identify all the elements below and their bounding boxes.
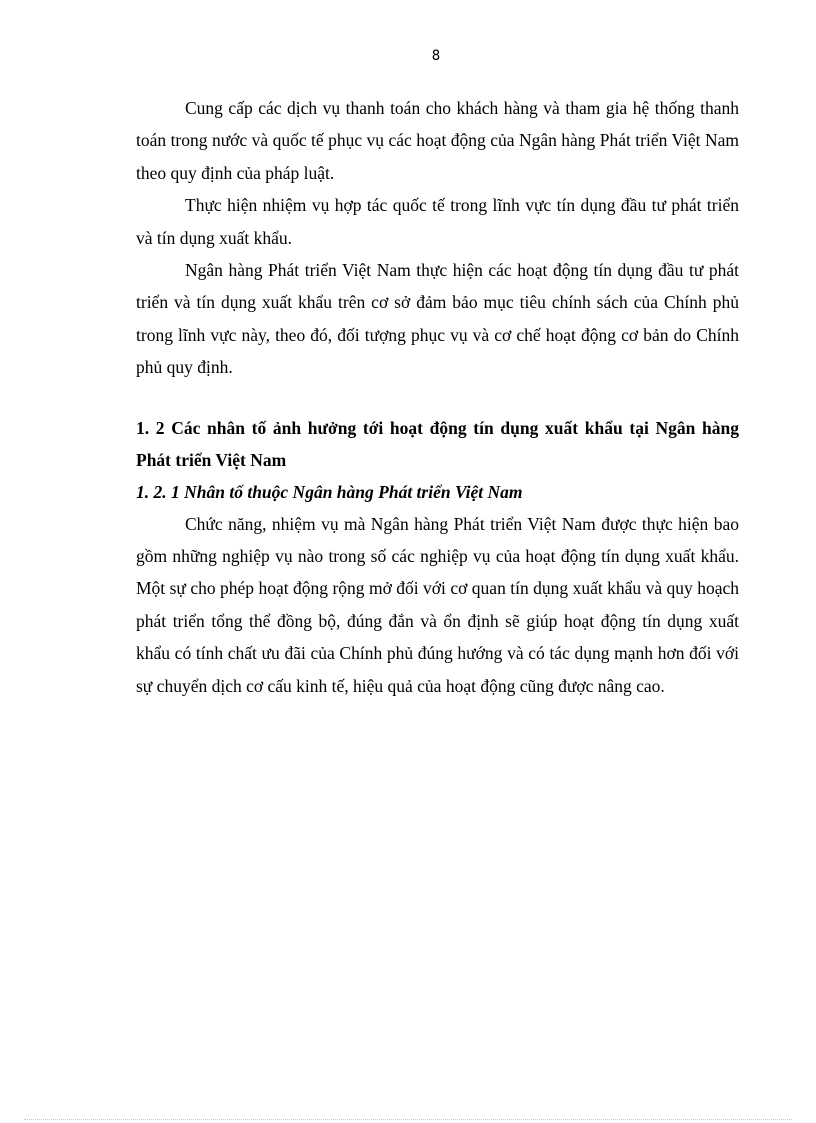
paragraph-international-cooperation: Thực hiện nhiệm vụ hợp tác quốc tế trong lĩnh vực tín dụng đầu tư phát triển và tín dụng xuất khẩu.: [136, 195, 739, 248]
subsection-heading: 1. 2. 1 Nhân tố thuộc Ngân hàng Phát triển Việt Nam: [136, 481, 523, 502]
page-bottom-divider: [24, 1119, 792, 1120]
paragraph-functions-tasks: Chức năng, nhiệm vụ mà Ngân hàng Phát triển Việt Nam được thực hiện bao gồm những nghiệp vụ nào trong số các nghiệp vụ của hoạt động tín dụng xuất khẩu. Một sự cho phép hoạt động rộng mở đối với cơ quan tín dụng xuất khẩu và quy hoạch phát triển tổng thể đồng bộ, đúng đắn và ổn định sẽ giúp hoạt động tín dụng xuất khẩu có tính chất ưu đãi của Chính phủ đúng hướng và có tác dụng mạnh hơn đối với sự chuyển dịch cơ cấu kinh tế, hiệu quả của hoạt động cũng được nâng cao.: [136, 513, 739, 696]
paragraph-credit-activities: Ngân hàng Phát triển Việt Nam thực hiện các hoạt động tín dụng đầu tư phát triển và tín dụng xuất khẩu trên cơ sở đảm bảo mục tiêu chính sách của Chính phủ trong lĩnh vực này, theo đó, đối tượng phục vụ và cơ chế hoạt động cơ bản do Chính phủ quy định.: [136, 260, 739, 378]
page-number: 8: [431, 48, 441, 64]
document-body: [136, 92, 739, 702]
section-heading: 1. 2 Các nhân tố ảnh hưởng tới hoạt động tín dụng xuất khẩu tại Ngân hàng Phát triển Việt Nam: [136, 417, 739, 470]
paragraph-payment-services: Cung cấp các dịch vụ thanh toán cho khách hàng và tham gia hệ thống thanh toán trong nước và quốc tế phục vụ các hoạt động của Ngân hàng Phát triển Việt Nam theo quy định của pháp luật.: [136, 98, 739, 183]
